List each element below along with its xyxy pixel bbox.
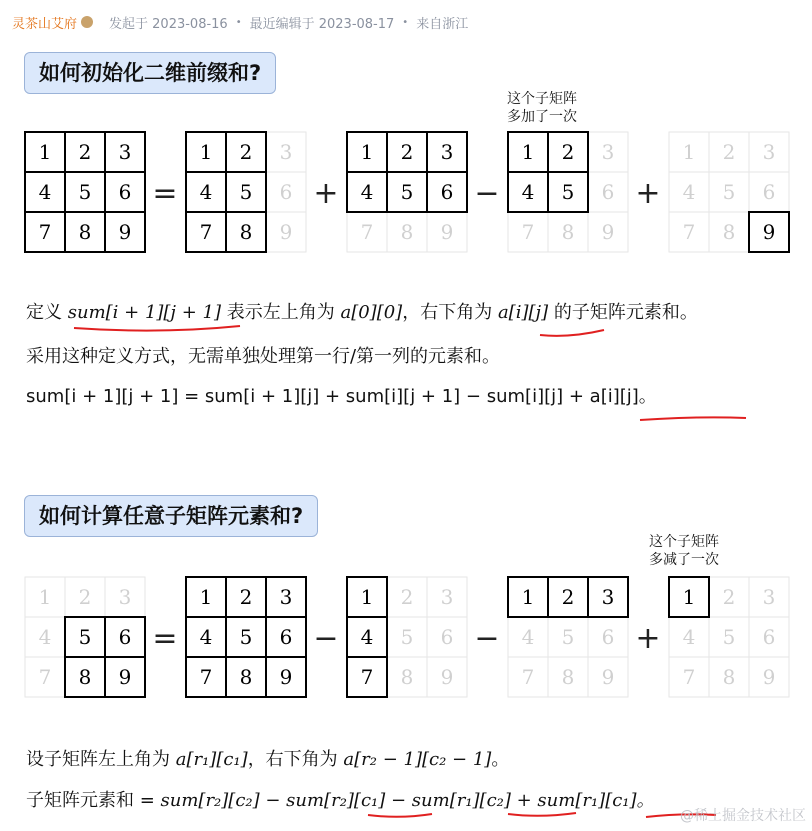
- matrix-cell-value: 5: [78, 625, 92, 649]
- matrix-cell-value: 6: [601, 180, 615, 204]
- matrix-full: [186, 577, 306, 697]
- def-text-d: 的子矩阵元素和。: [548, 302, 698, 323]
- matrix-cell-value: 6: [601, 625, 615, 649]
- matrix-cell-value: 2: [239, 140, 253, 164]
- matrix-cell-value: 4: [38, 180, 52, 204]
- location: 来自浙江: [416, 16, 469, 32]
- matrix-cell-value: 2: [561, 585, 575, 609]
- matrix-cell-value: 3: [279, 585, 293, 609]
- underline-formula-term: [640, 417, 746, 420]
- underline-r2c1: [368, 814, 432, 817]
- author-avatar-icon: [81, 16, 93, 28]
- matrix-cell-value: 2: [78, 585, 92, 609]
- matrix-cell-value: 2: [722, 585, 736, 609]
- matrix-cell-value: 1: [521, 140, 535, 164]
- matrix-cell-value: 5: [722, 625, 736, 649]
- matrix-first-row: [508, 577, 628, 697]
- matrix-cell-value: 6: [118, 180, 132, 204]
- matrix-cell-value: 6: [440, 180, 454, 204]
- section2-note: [649, 533, 719, 569]
- matrix-cell-value: 6: [440, 625, 454, 649]
- section2-matrix-diagram: [0, 570, 812, 705]
- matrix-cell-value: 1: [199, 140, 213, 164]
- matrix-cell-value: 7: [521, 665, 535, 689]
- matrix-cell-value: 1: [360, 140, 374, 164]
- matrix-cell-value: 9: [601, 665, 615, 689]
- section2-note-line2: 多减了一次: [649, 552, 719, 568]
- matrix-cell-value: 2: [239, 585, 253, 609]
- matrix-cell-value: 8: [400, 665, 414, 689]
- matrix-cell-value: 1: [360, 585, 374, 609]
- matrix-cell-value: 2: [400, 140, 414, 164]
- matrix-cell-value: 7: [360, 665, 374, 689]
- operator-minus: −: [313, 621, 339, 656]
- matrix-cell-value: 9: [118, 220, 132, 244]
- matrix-cell-value: 6: [762, 625, 776, 649]
- section1-note-line1: 这个子矩阵: [507, 91, 577, 107]
- author-name[interactable]: 灵茶山艾府: [12, 16, 78, 32]
- matrix-cell-value: 7: [199, 665, 213, 689]
- matrix-cell-value: 9: [118, 665, 132, 689]
- matrix-first-col: [347, 577, 467, 697]
- matrix-full: [25, 132, 145, 252]
- def-text-b: 表示左上角为: [221, 302, 341, 323]
- matrix-cell-value: 4: [199, 625, 213, 649]
- matrix-cell-value: 8: [400, 220, 414, 244]
- matrix-cell-value: 3: [440, 585, 454, 609]
- underline-aij: [540, 330, 604, 336]
- def-text-a: 定义: [26, 302, 68, 323]
- matrix-cell-value: 1: [38, 140, 52, 164]
- operator-minus: −: [474, 621, 500, 656]
- matrix-cell-value: 3: [118, 140, 132, 164]
- matrix-cell-value: 1: [682, 585, 696, 609]
- matrix-cell-value: 7: [38, 665, 52, 689]
- matrix-cell-value: 7: [521, 220, 535, 244]
- section1-formula: sum[i + 1][j + 1] = sum[i + 1][j] + sum[i][j + 1] − sum[i][j] + a[i][j]。: [26, 386, 657, 407]
- matrix-cell-value: 5: [722, 180, 736, 204]
- section1-note: [507, 90, 577, 126]
- matrix-cell-value: 5: [239, 625, 253, 649]
- matrix-left-cols: [186, 132, 306, 252]
- operator-equals: =: [152, 176, 178, 211]
- separator-dot: •: [402, 16, 409, 28]
- matrix-cell-value: 6: [118, 625, 132, 649]
- matrix-cell-value: 4: [682, 180, 696, 204]
- matrix-cell-value: 9: [279, 665, 293, 689]
- formula2: sum[r₂][c₂] − sum[r₂][c₁] − sum[r₁][c₂] + sum[r₁][c₁]。: [160, 790, 655, 811]
- matrix-cell-value: 7: [682, 665, 696, 689]
- def-aij: a[i][j]: [497, 302, 549, 323]
- underline-r1c2: [508, 813, 576, 816]
- section1-note-line2: 多加了一次: [507, 109, 577, 125]
- def2-bottom-right: a[r₂ − 1][c₂ − 1]: [343, 749, 492, 770]
- underline-sum: [74, 326, 240, 331]
- matrix-cell-value: 8: [722, 220, 736, 244]
- matrix-cell-value: 3: [118, 585, 132, 609]
- matrix-cell-value: 3: [440, 140, 454, 164]
- matrix-single-cell: [669, 132, 789, 252]
- def2-text-b: ，右下角为: [247, 749, 344, 770]
- matrix-cell-value: 6: [279, 625, 293, 649]
- matrix-cell-value: 5: [400, 625, 414, 649]
- matrix-cell-value: 4: [38, 625, 52, 649]
- matrix-cell-value: 3: [279, 140, 293, 164]
- section2-definition: [26, 745, 509, 771]
- operator-plus: +: [635, 621, 661, 656]
- section1-heading: 如何初始化二维前缀和?: [24, 52, 276, 94]
- matrix-cell-value: 4: [521, 625, 535, 649]
- matrix-cell-value: 2: [561, 140, 575, 164]
- matrix-cell-value: 8: [239, 220, 253, 244]
- def2-text-a: 设子矩阵左上角为: [26, 749, 176, 770]
- matrix-cell-value: 8: [561, 665, 575, 689]
- edited-date: 最近编辑于 2023-08-17: [249, 16, 395, 32]
- matrix-cell-value: 8: [561, 220, 575, 244]
- def-sum: sum[i + 1][j + 1]: [67, 302, 222, 323]
- matrix-cell-value: 4: [360, 180, 374, 204]
- def2-text-c: 。: [491, 749, 510, 770]
- published-date: 发起于 2023-08-16: [109, 16, 228, 32]
- matrix-cell-value: 5: [78, 180, 92, 204]
- matrix-cell-value: 5: [561, 180, 575, 204]
- matrix-cell-value: 7: [199, 220, 213, 244]
- operator-equals: =: [152, 621, 178, 656]
- matrix-cell-value: 6: [762, 180, 776, 204]
- matrix-cell-value: 1: [682, 140, 696, 164]
- section1-matrix-diagram: [0, 125, 812, 260]
- matrix-cell-value: 3: [601, 585, 615, 609]
- matrix-cell-value: 5: [561, 625, 575, 649]
- matrix-cell-value: 1: [199, 585, 213, 609]
- matrix-cell-value: 9: [440, 665, 454, 689]
- operator-minus: −: [474, 176, 500, 211]
- matrix-cell-value: 4: [360, 625, 374, 649]
- matrix-cell-value: 2: [400, 585, 414, 609]
- matrix-cell-value: 4: [682, 625, 696, 649]
- watermark: @稀土掘金技术社区: [680, 808, 806, 824]
- matrix-cell-value: 2: [78, 140, 92, 164]
- matrix-cell-value: 8: [78, 665, 92, 689]
- matrix-cell-value: 1: [521, 585, 535, 609]
- def-a00: a[0][0]: [340, 302, 403, 323]
- matrix-cell-value: 9: [440, 220, 454, 244]
- matrix-cell-value: 4: [199, 180, 213, 204]
- def-text-c: ，右下角为: [402, 302, 498, 323]
- matrix-cell-value: 8: [722, 665, 736, 689]
- section1-underlines: [0, 320, 812, 430]
- operator-plus: +: [635, 176, 661, 211]
- matrix-cell-value: 5: [400, 180, 414, 204]
- matrix-cell-value: 9: [279, 220, 293, 244]
- matrix-cell-value: 9: [762, 665, 776, 689]
- matrix-top-left: [508, 132, 628, 252]
- matrix-top-rows: [347, 132, 467, 252]
- matrix-cell-value: 4: [521, 180, 535, 204]
- separator-dot: •: [235, 16, 242, 28]
- operator-plus: +: [313, 176, 339, 211]
- matrix-cell-value: 2: [722, 140, 736, 164]
- matrix-cell-value: 9: [762, 220, 776, 244]
- matrix-cell-value: 8: [239, 665, 253, 689]
- matrix-corner: [669, 577, 789, 697]
- matrix-cell-value: 7: [682, 220, 696, 244]
- section2-heading: 如何计算任意子矩阵元素和?: [24, 495, 318, 537]
- article-meta: [12, 12, 468, 32]
- matrix-cell-value: 5: [239, 180, 253, 204]
- matrix-cell-value: 7: [38, 220, 52, 244]
- matrix-cell-value: 7: [360, 220, 374, 244]
- section1-note-text: 采用这种定义方式，无需单独处理第一行/第一列的元素和。: [26, 346, 501, 367]
- matrix-cell-value: 3: [601, 140, 615, 164]
- matrix-cell-value: 9: [601, 220, 615, 244]
- matrix-cell-value: 3: [762, 585, 776, 609]
- matrix-cell-value: 6: [279, 180, 293, 204]
- matrix-cell-value: 3: [762, 140, 776, 164]
- section2-note-line1: 这个子矩阵: [649, 534, 719, 550]
- matrix-cell-value: 8: [78, 220, 92, 244]
- matrix-cell-value: 1: [38, 585, 52, 609]
- matrix-sub: [25, 577, 145, 697]
- def2-top-left: a[r₁][c₁]: [175, 749, 248, 770]
- formula2-label: 子矩阵元素和 =: [26, 790, 161, 811]
